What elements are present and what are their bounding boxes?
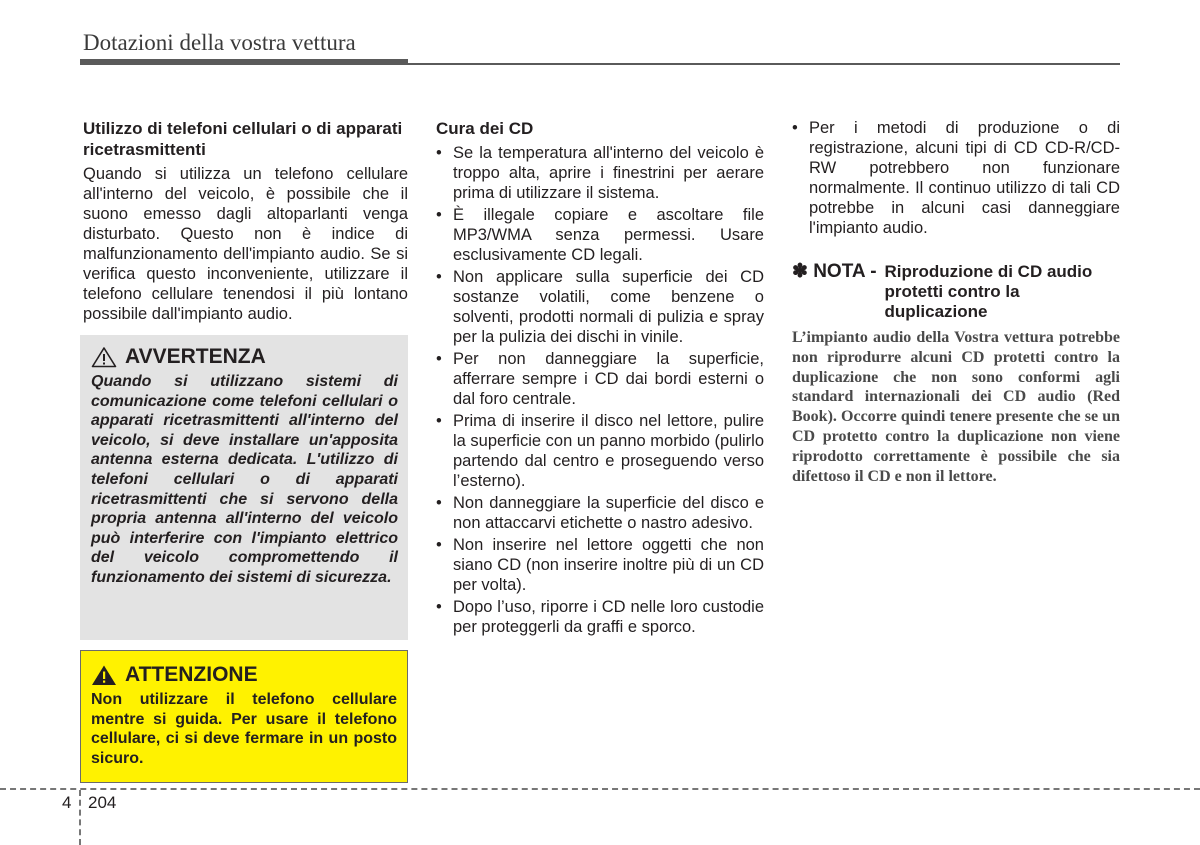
list-item: • Dopo l’uso, riporre i CD nelle loro custodie per proteggerli da graffi e sporco.: [436, 598, 764, 636]
caution-header: [91, 663, 397, 687]
cd-types-list: [792, 118, 1120, 238]
chapter-number: 4: [62, 793, 72, 812]
cd-care-list: [436, 143, 764, 637]
list-item: • È illegale copiare e ascoltare file MP3/WMA senza permessi. Usare esclusivamente CD legali.: [436, 206, 764, 264]
caution-title: ATTENZIONE: [125, 663, 258, 686]
nota-text: L’impianto audio della Vostra vettura potrebbe non riprodurre alcuni CD protetti contro la duplicazione che non sono conformi agli standard internazionali dei CD audio (Red Book). Occorre quindi tenere presente che se un CD protetto contro la duplicazione non viene riprodotto correttamente è possibile che sia difettoso il CD e non il lettore.: [792, 329, 1120, 485]
caution-text: Non utilizzare il telefono cellulare mentre si guida. Per usare il telefono cellulare, ci si deve fermare in un posto sicuro.: [91, 691, 397, 767]
nota-title: Riproduzione di CD audio protetti contro la duplicazione: [884, 262, 1093, 321]
caution-box: [80, 650, 408, 783]
footer-dashed-rule: [0, 788, 1200, 790]
list-item: • Se la temperatura all'interno del veicolo è troppo alta, aprire i finestrini per aerare prima di utilizzare il sistema.: [436, 144, 764, 202]
header-rule-thin: [408, 63, 1120, 65]
section-heading-cd-care: Cura dei CD: [436, 119, 534, 138]
nota-header: [792, 262, 1120, 322]
list-item: • Non applicare sulla superficie dei CD sostanze volatili, come benzene o solventi, prodotti normali di pulizia e spray per la pulizia dei dischi in vinile.: [436, 268, 764, 346]
page-number: 204: [88, 793, 117, 812]
warning-triangle-icon: [91, 346, 117, 368]
caution-triangle-icon: [91, 664, 117, 686]
list-item: • Per non danneggiare la superficie, afferrare sempre i CD dai bordi esterni o dal foro centrale.: [436, 350, 764, 408]
header-rule-thick: [80, 59, 408, 65]
list-item: • Non inserire nel lettore oggetti che non siano CD (non inserire inoltre più di un CD per volta).: [436, 536, 764, 594]
page-header-title: Dotazioni della vostra vettura: [83, 30, 356, 55]
list-item: • Non danneggiare la superficie del disco e non attaccarvi etichette o nastro adesivo.: [436, 494, 764, 532]
warning-box: [80, 335, 408, 640]
section-paragraph-phones: Quando si utilizza un telefono cellulare all'interno del veicolo, è possibile che il suono emesso dagli altoparlanti venga disturbato. Questo non è indice di malfunzionamento dell'impianto audio. Se si verifica questo inconveniente, utilizzare il telefono cellulare tenendosi il più lontano possibile dall'impianto audio.: [83, 165, 408, 323]
section-heading-phones: Utilizzo di telefoni cellulari o di apparati ricetrasmittenti: [83, 119, 403, 159]
warning-title: AVVERTENZA: [125, 345, 266, 368]
middle-column: [436, 118, 764, 639]
list-item: • Per i metodi di produzione o di registrazione, alcuni tipi di CD CD-R/CD-RW potrebbero non funzionare normalmente. Il continuo utilizzo di tali CD potrebbe in alcuni casi danneggiare l'impianto audio.: [792, 119, 1120, 237]
nota-label: ✽ NOTA -: [792, 261, 877, 282]
left-column: [83, 118, 408, 324]
warning-text: Quando si utilizzano sistemi di comunicazione come telefoni cellulari o apparati ricetrasmittenti all'interno del veicolo, si deve installare un'apposita antenna esterna dedicata. L'utilizzo di telefoni cellulari o di apparati ricetrasmittenti che si servono della propria antenna all'interno del veicolo può interferire con l'impianto elettrico del veicolo compromettendo il funzionamento dei sistemi di sicurezza.: [91, 373, 398, 586]
right-column: [792, 118, 1120, 240]
footer-dashed-divider: [79, 790, 81, 845]
nota-section: [792, 262, 1120, 486]
list-item: • Prima di inserire il disco nel lettore, pulire la superficie con un panno morbido (pulirlo partendo dal centro e proseguendo verso l’esterno).: [436, 412, 764, 490]
warning-header: [91, 345, 398, 369]
